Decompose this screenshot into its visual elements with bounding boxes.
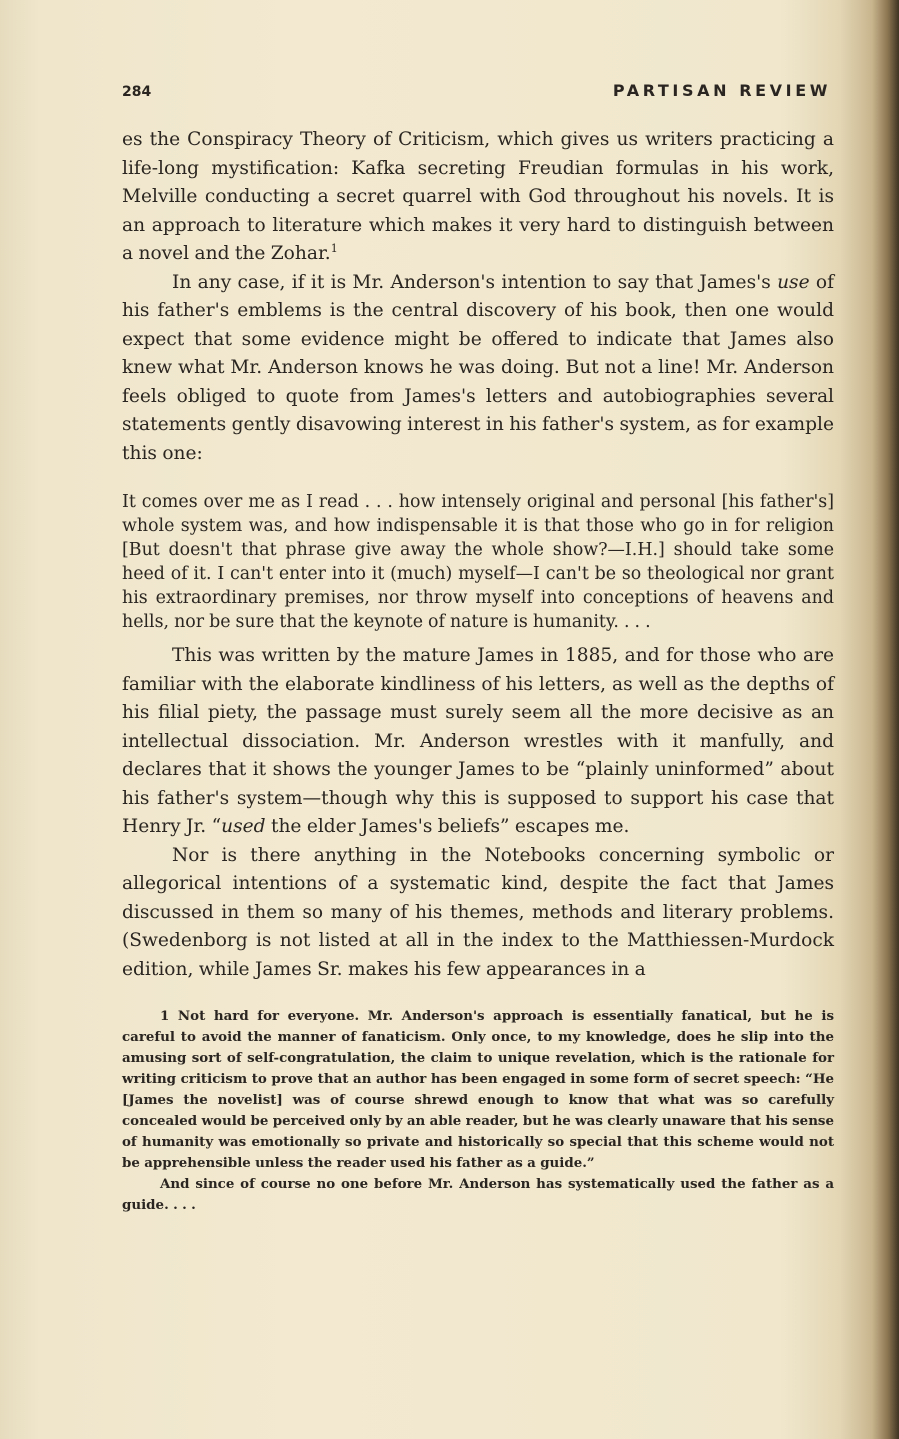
paragraph-2 xyxy=(122,269,834,469)
footnote-reference: 1 xyxy=(330,241,338,255)
paragraph-3-text-a: This was written by the mature James in 1885, and for those who are familiar with the elaborate kindliness of his letters, as well as the depths of his filial piety, the passage must surely seem all the more decisive as an intellectual dissociation. Mr. Anderson wrestles with it manfully, and declares that it shows the younger James to be “plainly uninformed” about his father's system—though why this is supposed to support his case that Henry Jr. “ xyxy=(122,645,834,837)
paragraph-3 xyxy=(122,642,834,842)
body-text xyxy=(122,126,834,1216)
emphasis-used: used xyxy=(221,816,266,837)
paragraph-2-text-b: of his father's emblems is the central discovery of his book, then one would expect that some evidence might be offered to indicate that James also knew what Mr. Anderson knows he was doing. But not a line! Mr. Anderson feels obliged to quote from James's letters and autobiographies several statements gently disavowing interest in his father's system, as for example this one: xyxy=(122,271,834,464)
paragraph-2-text-a: In any case, if it is Mr. Anderson's intention to say that James's xyxy=(172,271,778,293)
paragraph-4: Nor is there anything in the Notebooks concerning symbolic or allegorical intentions of a systematic kind, despite the fact that James discussed in them so many of his themes, methods and literary problems. (Swedenborg is not listed at all in the index to the Matthiessen-Murdock edition, while James Sr. makes his few appearances in a xyxy=(122,844,834,980)
emphasis-use: use xyxy=(777,271,810,293)
footnote-1: 1 Not hard for everyone. Mr. Anderson's approach is essentially fanatical, but he is careful to avoid the manner of fanaticism. Only once, to my knowledge, does he slip into the amusing sort of self-congratulation, the claim to unique revelation, which is the rationale for writing criticism to prove that an author has been engaged in some form of secret speech: “He [James the novelist] was of course shrewd enough to know that what was so carefully concealed would be perceived only by an able reader, but he was clearly unaware that his sense of humanity was emotionally so private and historically so special that this scheme would not be apprehensible unless the reader used his father as a guide.” xyxy=(122,1008,834,1171)
paragraph-1 xyxy=(122,126,834,269)
paragraph-3-text-b: the elder James's beliefs” escapes me. xyxy=(265,816,630,837)
block-quote: It comes over me as I read . . . how intensely original and personal [his father's] whole system was, and how indispensable it is that those who go in for religion [But doesn't that phrase give away the whole show?—I.H.] should take some heed of it. I can't enter into it (much) myself—I can't be so theological nor grant his extraordinary premises, nor throw myself into conceptions of heavens and hells, nor be sure that the keynote of nature is humanity. . . . xyxy=(122,492,834,632)
footnotes xyxy=(122,1006,834,1216)
page-number: 284 xyxy=(122,84,152,100)
footnote-1-continuation: And since of course no one before Mr. Anderson has systematically used the father as a guide. . . . xyxy=(122,1176,834,1213)
running-head: PARTISAN REVIEW xyxy=(612,81,831,100)
paragraph-1-text: es the Conspiracy Theory of Criticism, which gives us writers practicing a life-long mystification: Kafka secreting Freudian formulas in his work, Melville conducting a secret quarrel with God throughout his novels. It is an approach to literature which makes it very hard to distinguish between a novel and the Zohar. xyxy=(122,129,834,264)
